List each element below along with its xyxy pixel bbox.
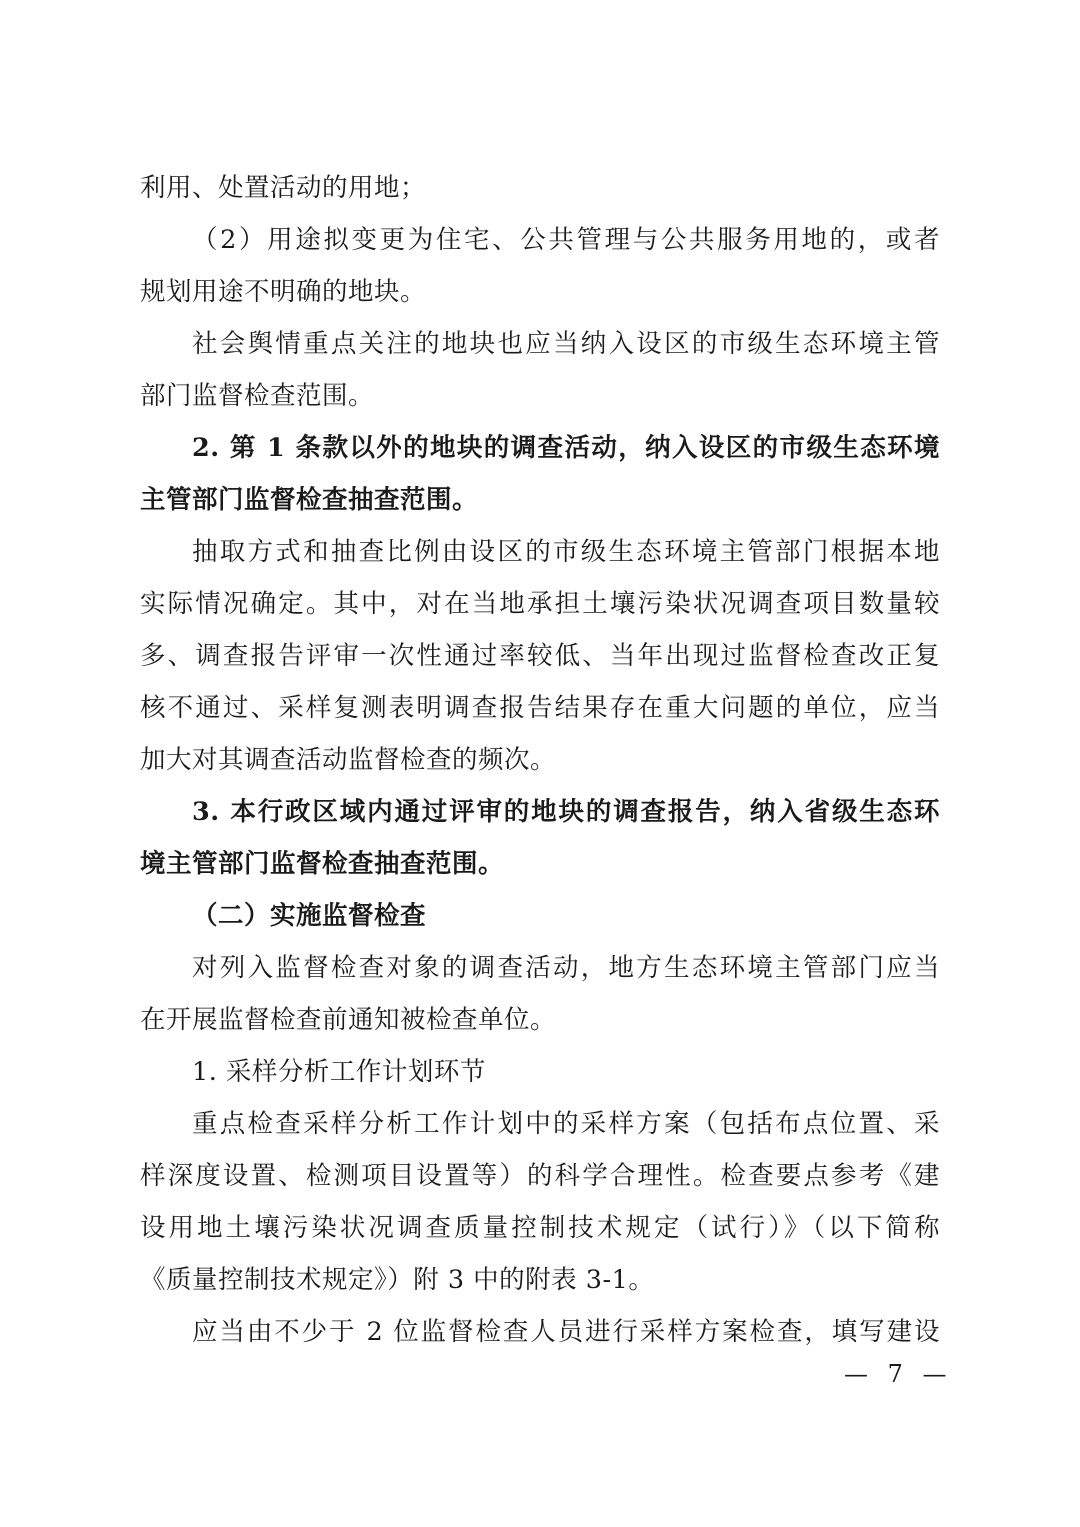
section-heading-3-cont: 境主管部门监督检查抽查范围。 — [140, 849, 505, 879]
section-heading-3: 3. 本行政区域内通过评审的地块的调查报告，纳入省级生态环 — [192, 797, 940, 827]
text-line-8: 抽取方式和抽查比例由设区的市级生态环境主管部门根据本地 — [192, 537, 940, 567]
text-line-4: 社会舆情重点关注的地块也应当纳入设区的市级生态环境主管 — [192, 329, 940, 359]
text-line-19: 重点检查采样分析工作计划中的采样方案（包括布点位置、采 — [192, 1109, 940, 1139]
text-line-20: 样深度设置、检测项目设置等）的科学合理性。检查要点参考《建 — [140, 1161, 940, 1191]
section-heading-2: 2. 第 1 条款以外的地块的调查活动，纳入设区的市级生态环境 — [192, 433, 940, 463]
section-heading-2-cont: 主管部门监督检查抽查范围。 — [140, 485, 479, 515]
subsection-heading: （二）实施监督检查 — [192, 901, 427, 931]
text-line-5: 部门监督检查范围。 — [140, 381, 375, 411]
text-line-3: 规划用途不明确的地块。 — [140, 277, 427, 307]
page-number: — 7 — — [844, 1360, 953, 1388]
text-line-16: 对列入监督检查对象的调查活动，地方生态环境主管部门应当 — [192, 953, 940, 983]
text-line-10: 多、调查报告评审一次性通过率较低、当年出现过监督检查改正复 — [140, 641, 940, 671]
text-line-1: 利用、处置活动的用地； — [140, 173, 427, 203]
text-line-12: 加大对其调查活动监督检查的频次。 — [140, 745, 557, 775]
document-page — [140, 162, 940, 1358]
text-line-22: 《质量控制技术规定》）附 3 中的附表 3-1。 — [140, 1265, 655, 1295]
text-line-2: （2）用途拟变更为住宅、公共管理与公共服务用地的，或者 — [192, 225, 940, 255]
item-heading-1: 1. 采样分析工作计划环节 — [192, 1057, 486, 1087]
text-line-9: 实际情况确定。其中，对在当地承担土壤污染状况调查项目数量较 — [140, 589, 940, 619]
text-line-17: 在开展监督检查前通知被检查单位。 — [140, 1005, 557, 1035]
text-line-23: 应当由不少于 2 位监督检查人员进行采样方案检查，填写建设 — [192, 1317, 940, 1347]
text-line-21: 设用地土壤污染状况调查质量控制技术规定（试行）》（以下简称 — [140, 1213, 940, 1243]
text-line-11: 核不通过、采样复测表明调查报告结果存在重大问题的单位，应当 — [140, 693, 940, 723]
